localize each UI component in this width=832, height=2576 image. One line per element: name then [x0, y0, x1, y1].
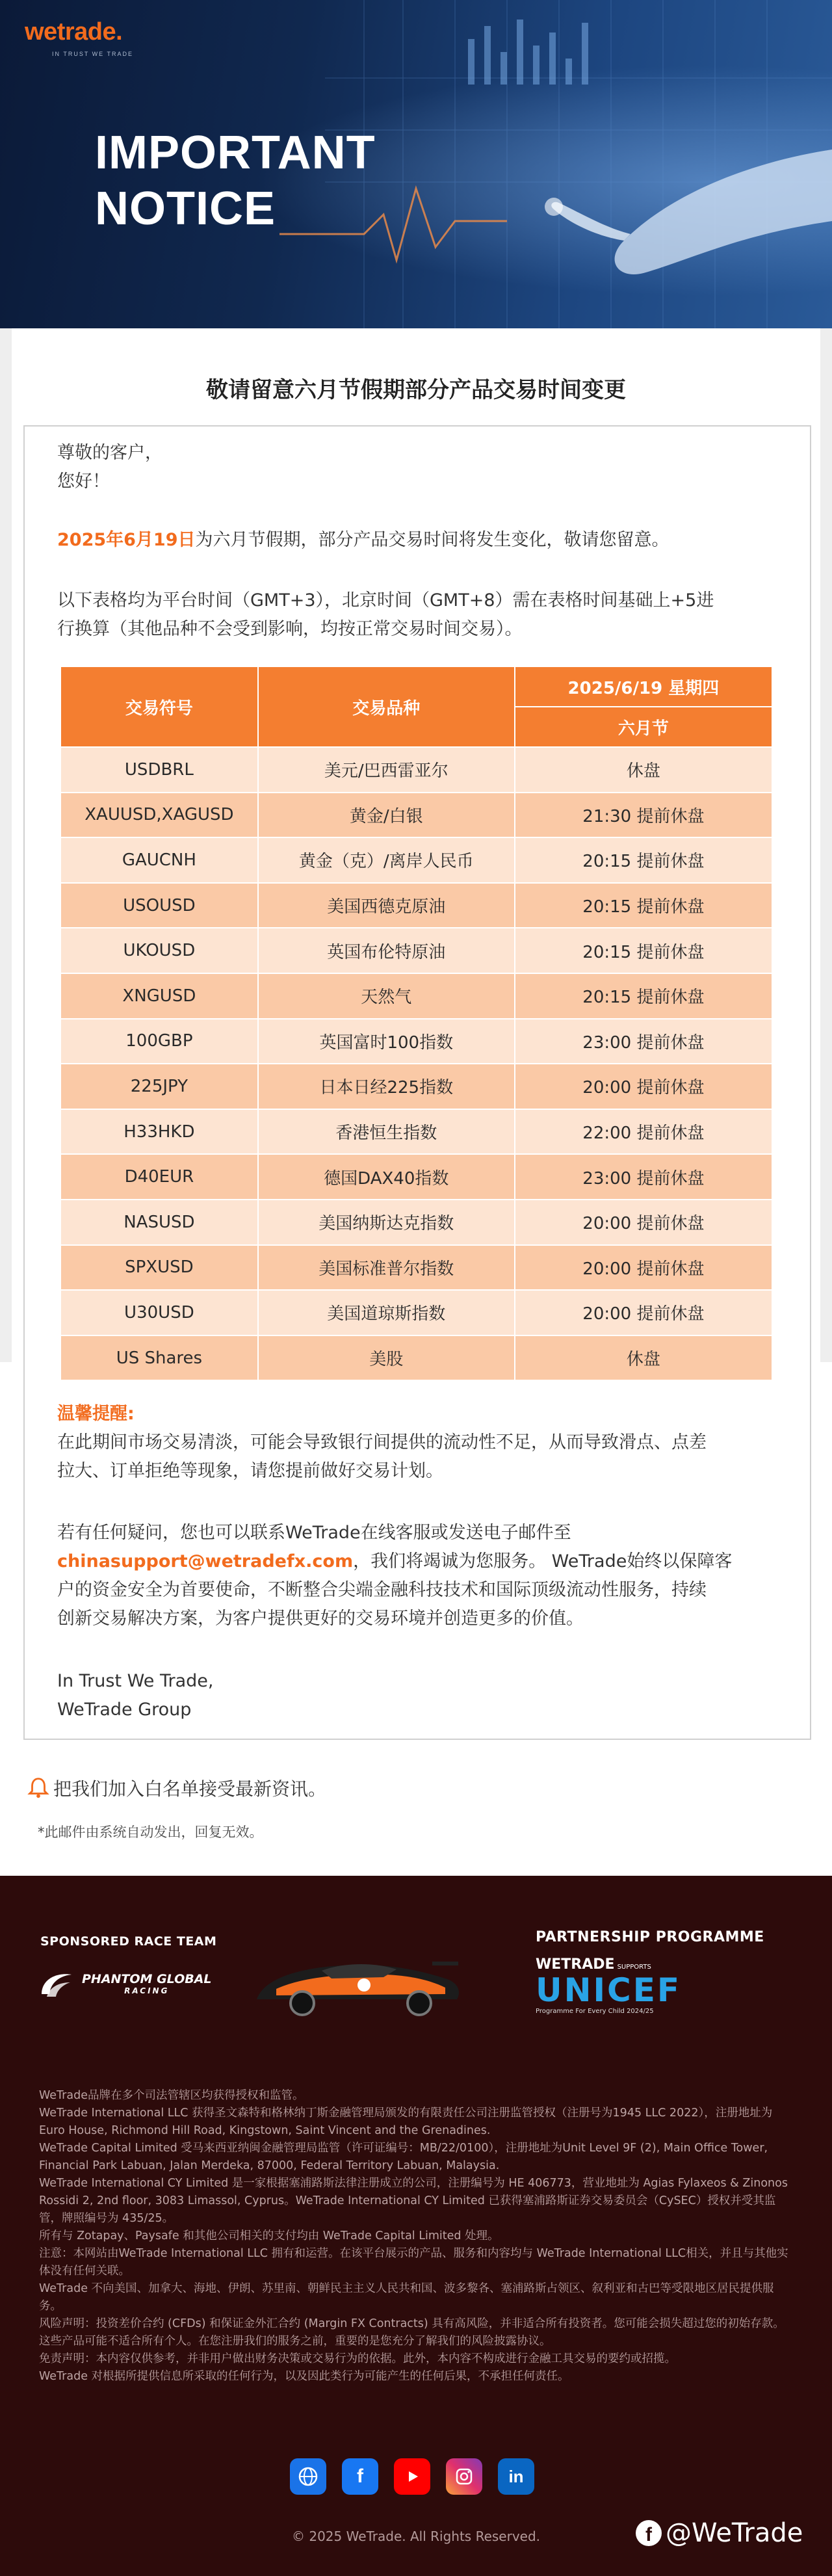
table-row [60, 1335, 772, 1381]
col-header-date: 2025/6/19 星期四 [515, 666, 772, 707]
table-row [60, 1245, 772, 1291]
reminder-line1: 在此期间市场交易清淡，可能会导致银行间提供的流动性不足，从而导致滑点、点差 [57, 1432, 707, 1452]
table-row [60, 1064, 772, 1109]
cell-status: 休盘 [515, 747, 772, 793]
date-paragraph [57, 527, 670, 554]
cell-status: 20:00 提前休盘 [515, 1245, 772, 1291]
unicef-supports: SUPPORTS [617, 1964, 651, 1971]
cell-status: 20:00 提前休盘 [515, 1200, 772, 1245]
contact-line2-rest: ，我们将竭诚为您服务。 WeTrade始终以保障客 [353, 1551, 733, 1571]
greeting-line2: 您好！ [57, 471, 110, 492]
youtube-icon[interactable] [394, 2458, 430, 2495]
cell-product: 美股 [258, 1335, 515, 1381]
table-row [60, 973, 772, 1019]
legal-paragraph: WeTrade Capital Limited 受马来西亚纳闽金融管理局监管（许可证编号：MB/22/0100），注册地址为Unit Level 9F (2), Main Office Tower, Financial Park Labuan, Jalan Merdeka, 87000, Federal Territory Labuan, Malaysia. [39, 2142, 768, 2172]
cell-product: 美国标准普尔指数 [258, 1245, 515, 1291]
linkedin-icon[interactable]: in [498, 2458, 534, 2495]
table-row [60, 1019, 772, 1064]
phantom-sub: RACING [124, 1986, 170, 1995]
cell-status: 22:00 提前休盘 [515, 1109, 772, 1155]
unicef-brand-text: WETRADE [536, 1956, 615, 1973]
unicef-tagline: Programme For Every Child 2024/25 [536, 2008, 654, 2015]
footer [0, 1876, 832, 2576]
reminder-title [57, 1400, 135, 1428]
partner-title: PARTNERSHIP PROGRAMME [536, 1929, 764, 1945]
reminder-title-text: 温馨提醒: [57, 1404, 135, 1424]
cell-symbol: XAUUSD,XAGUSD [60, 793, 258, 838]
cell-symbol: H33HKD [60, 1109, 258, 1155]
col-header-holiday: 六月节 [515, 707, 772, 747]
cell-symbol: US Shares [60, 1335, 258, 1381]
bell-icon [26, 1776, 51, 1800]
auto-reply-note: *此邮件由系统自动发出，回复无效。 [38, 1824, 263, 1840]
cell-symbol: 100GBP [60, 1019, 258, 1064]
cell-product: 德国DAX40指数 [258, 1154, 515, 1200]
legal-paragraph: WeTrade International LLC 获得圣文森特和格林纳丁斯金融管理局颁发的有限责任公司注册监管授权（注册号为1945 LLC 2022），注册地址为 Euro House, Richmond Hill Road, Kingstown, Saint Vincent and the Grenadines. [39, 2107, 773, 2137]
greeting-line1: 尊敬的客户， [57, 443, 162, 463]
cell-symbol: GAUCNH [60, 837, 258, 883]
cell-status: 休盘 [515, 1335, 772, 1381]
legal-paragraph: 免责声明：本内容仅供参考，并非用户做出财务决策或交易行为的依据。此外，本内容不构成进行金融工具交易的要约或招揽。 [39, 2352, 676, 2365]
social-links [290, 2458, 534, 2495]
phantom-emblem-icon [38, 1968, 75, 2002]
legal-paragraph: WeTrade 对根据所提供信息所采取的任何行为，以及因此类行为可能产生的任何后果，不承担任何责任。 [39, 2370, 569, 2383]
unicef-brand [536, 1956, 681, 1973]
cell-product: 天然气 [258, 973, 515, 1019]
legal-paragraph: WeTrade International CY Limited 是一家根据塞浦路斯法律注册成立的公司，注册编号为 HE 406773，营业地址为 Agias Fylaxeos & Zinonos Rossidi 2, 2nd floor, 3083 Limassol, Cyprus。WeTrade International CY Limited 已获得塞浦路斯证券交易委员会（CySEC）授权并受其监管，牌照编号为 435/25。 [39, 2177, 788, 2225]
cell-product: 英国布伦特原油 [258, 928, 515, 973]
legal-disclaimer [39, 2087, 793, 2385]
hero-banner [0, 0, 832, 328]
legal-paragraph: 风险声明：投资差价合约 (CFDs) 和保证金外汇合约 (Margin FX Contracts) 具有高风险，并非适合所有投资者。您可能会损失超过您的初始存款。这些产品可能不适合所有个人。在您注册我们的服务之前，重要的是您充分了解我们的风险披露协议。 [39, 2317, 785, 2348]
table-row [60, 747, 772, 793]
col-header-product: 交易品种 [258, 666, 515, 747]
table-row [60, 1290, 772, 1335]
cell-symbol: NASUSD [60, 1200, 258, 1245]
contact-line4: 创新交易解决方案，为客户提供更好的交易环境并创造更多的价值。 [57, 1609, 584, 1629]
cell-status: 20:00 提前休盘 [515, 1290, 772, 1335]
cell-symbol: USDBRL [60, 747, 258, 793]
logo-tagline: IN TRUST WE TRADE [52, 51, 134, 57]
notice-heading: 敬请留意六月节假期部分产品交易时间变更 [206, 377, 626, 403]
left-gutter [0, 328, 12, 1362]
cell-product: 美元/巴西雷亚尔 [258, 747, 515, 793]
timezone-line2: 行换算（其他品种不会受到影响，均按正常交易时间交易）。 [57, 619, 523, 639]
table-row [60, 883, 772, 928]
cell-status: 20:15 提前休盘 [515, 928, 772, 973]
cell-product: 美国道琼斯指数 [258, 1290, 515, 1335]
phantom-racing-logo [38, 1968, 212, 2002]
facebook-handle-text: @WeTrade [666, 2518, 803, 2548]
cell-symbol: USOUSD [60, 883, 258, 928]
facebook-handle-icon: f [636, 2520, 662, 2546]
unicef-partnership-logo [536, 1956, 681, 2015]
cell-product: 黄金（克）/离岸人民币 [258, 837, 515, 883]
cell-symbol: D40EUR [60, 1154, 258, 1200]
cell-product: 美国纳斯达克指数 [258, 1200, 515, 1245]
cell-product: 黄金/白银 [258, 793, 515, 838]
table-row [60, 837, 772, 883]
facebook-handle[interactable] [636, 2518, 803, 2548]
hero-title-line2: NOTICE [95, 183, 276, 235]
contact-line2 [57, 1548, 732, 1575]
signoff-line2: WeTrade Group [57, 1700, 192, 1720]
contact-line3: 户的资金安全为首要使命，不断整合尖端金融科技技术和国际顶级流动性服务，持续 [57, 1580, 707, 1600]
legal-paragraph: WeTrade品牌在多个司法管辖区均获得授权和监管。 [39, 2089, 304, 2102]
whitelist-row [26, 1775, 326, 1801]
cell-status: 20:00 提前休盘 [515, 1064, 772, 1109]
phantom-name: PHANTOM GLOBAL [82, 1972, 212, 1986]
legal-paragraph: 注意：本网站由WeTrade International LLC 拥有和运营。在该平台展示的产品、服务和内容均与 WeTrade International LLC相关，并且与其他实体没有任何关联。 [39, 2247, 788, 2278]
table-row [60, 928, 772, 973]
wetrade-logo[interactable]: wetrade. [25, 18, 123, 46]
cell-status: 20:15 提前休盘 [515, 973, 772, 1019]
cell-status: 20:15 提前休盘 [515, 837, 772, 883]
legal-paragraph: WeTrade 不向美国、加拿大、海地、伊朗、苏里南、朝鲜民主主义人民共和国、波多黎各、塞浦路斯占领区、叙利亚和古巴等受限地区居民提供服务。 [39, 2282, 774, 2313]
cell-status: 20:15 提前休盘 [515, 883, 772, 928]
copyright: © 2025 WeTrade. All Rights Reserved. [291, 2529, 541, 2544]
table-row [60, 1109, 772, 1155]
hero-title-line1: IMPORTANT [95, 127, 376, 179]
cell-symbol: UKOUSD [60, 928, 258, 973]
unicef-name: UNICEF [536, 1971, 682, 2009]
instagram-icon[interactable] [446, 2458, 482, 2495]
sponsor-title: SPONSORED RACE TEAM [40, 1934, 217, 1949]
cell-product: 日本日经225指数 [258, 1064, 515, 1109]
whitelist-text: 把我们加入白名单接受最新资讯。 [53, 1778, 327, 1800]
hero-title [95, 125, 376, 237]
cell-symbol: SPXUSD [60, 1245, 258, 1291]
cell-symbol: XNGUSD [60, 973, 258, 1019]
reminder-line2: 拉大、订单拒绝等现象，请您提前做好交易计划。 [57, 1461, 443, 1481]
table-row [60, 1154, 772, 1200]
cell-status: 23:00 提前休盘 [515, 1154, 772, 1200]
cell-symbol: U30USD [60, 1290, 258, 1335]
web-icon[interactable] [290, 2458, 326, 2495]
timezone-line1: 以下表格均为平台时间（GMT+3），北京时间（GMT+8）需在表格时间基础上+5进 [57, 590, 714, 611]
cell-product: 香港恒生指数 [258, 1109, 515, 1155]
cell-symbol: 225JPY [60, 1064, 258, 1109]
signoff-line1: In Trust We Trade, [57, 1671, 214, 1691]
col-header-symbol: 交易符号 [60, 666, 258, 747]
facebook-icon[interactable]: f [342, 2458, 378, 2495]
support-email-link[interactable]: chinasupport@wetradefx.com [57, 1551, 354, 1571]
legal-paragraph: 所有与 Zotapay、Paysafe 和其他公司相关的支付均由 WeTrade Capital Limited 处理。 [39, 2229, 499, 2242]
table-row [60, 793, 772, 838]
cell-status: 23:00 提前休盘 [515, 1019, 772, 1064]
table-body [60, 747, 772, 1380]
trading-hours-table [60, 666, 773, 1381]
date-highlight: 2025年6月19日 [57, 530, 196, 550]
cell-product: 美国西德克原油 [258, 883, 515, 928]
cell-status: 21:30 提前休盘 [515, 793, 772, 838]
right-gutter [820, 328, 832, 1362]
contact-line1: 若有任何疑问，您也可以联系WeTrade在线客服或发送电子邮件至 [57, 1523, 571, 1543]
date-text: 为六月节假期，部分产品交易时间将发生变化，敬请您留意。 [195, 530, 670, 550]
cell-product: 英国富时100指数 [258, 1019, 515, 1064]
table-row [60, 1200, 772, 1245]
phantom-text [82, 1973, 212, 1997]
race-car-image [250, 1949, 465, 2020]
